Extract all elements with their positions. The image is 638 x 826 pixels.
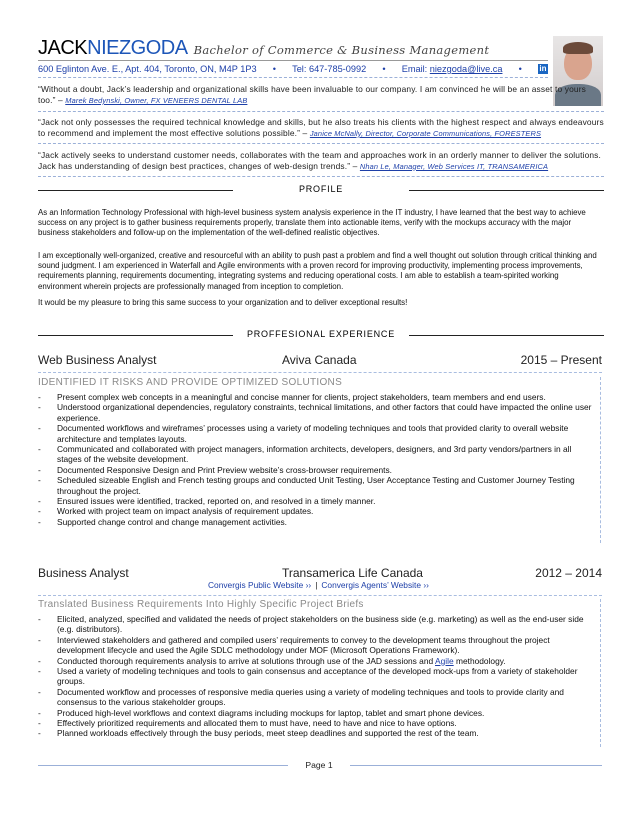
testimonial bbox=[38, 84, 604, 107]
link-separator: | bbox=[315, 580, 318, 590]
footer-rule-right bbox=[350, 765, 602, 766]
job-subtitle: Translated Business Requirements Into Highly Specific Project Briefs bbox=[38, 599, 364, 610]
testimonial-text: “Jack not only possesses the required technical knowledge and skills, but he also treats his clients with the highest respect and always endeavours to recommend and implement the most effective solutions possible.” bbox=[38, 117, 604, 138]
testimonial-author-link[interactable]: Marek Bedynski, Owner, FX VENEERS DENTAL LAB bbox=[65, 95, 248, 105]
list-item: - Documented Responsive Design and Print Preview website’s cross-browser requirements. bbox=[38, 465, 598, 475]
job-box-edge bbox=[600, 599, 601, 747]
testimonial bbox=[38, 117, 604, 140]
contact-bullet: • bbox=[382, 64, 386, 74]
profile-paragraph: As an Information Technology Professional with high-level business system analysis experience in the IT industry, I have learned that the best way to achieve success on any project is to gather business requirements properly, translate them into actionable items, verify with the mockups accuracy with the major business stakeholders and follow-up on the implementation of the well-defined realistic objectives. bbox=[38, 208, 586, 238]
agile-link[interactable]: Agile bbox=[435, 655, 454, 666]
list-item-text: Conducted thorough requirements analysis to arrive at solutions through use of the JAD sessions and bbox=[57, 655, 436, 666]
list-item: - Ensured issues were identified, tracked, reported on, and resolved in a timely manner. bbox=[38, 496, 598, 506]
testimonial-author-link[interactable]: Nhan Le, Manager, Web Services IT, TRANSAMERICA bbox=[359, 161, 549, 171]
job-subtitle: IDENTIFIED IT RISKS AND PROVIDE OPTIMIZED SOLUTIONS bbox=[38, 377, 343, 388]
heading-rule-left bbox=[38, 190, 233, 191]
name-divider bbox=[38, 60, 548, 61]
contact-divider bbox=[38, 77, 548, 78]
testimonial-text: “Jack actively seeks to understand customer needs, collaborates with the team and approaches work in an orderly manner to deliver the solutions. Jack has understanding of design best practices, changes of web-design trends.” bbox=[38, 150, 602, 171]
list-item: - Used a variety of modeling techniques and tools to gain consensus and acceptance of the developed mock-ups from a variety of stakeholder groups. bbox=[38, 666, 598, 687]
testimonial-divider bbox=[38, 143, 604, 144]
testimonial bbox=[38, 150, 604, 173]
testimonial-text: “Without a doubt, Jack’s leadership and organizational skills have been invaluable to our company. I am convinced he will be an asset to yours too.” bbox=[38, 84, 586, 105]
list-item bbox=[38, 656, 598, 666]
first-name: JACK bbox=[38, 37, 88, 59]
testimonial-divider bbox=[38, 111, 604, 112]
job-role: Business Analyst bbox=[38, 566, 129, 580]
email-link[interactable]: niezgoda@live.ca bbox=[429, 64, 503, 74]
job-links bbox=[208, 580, 429, 590]
telephone: Tel: 647-785-0992 bbox=[292, 64, 367, 74]
list-item: - Documented workflow and processes of responsive media queries using a variety of modeling techniques and tools to provide clarity and consensus to the various stakeholder groups. bbox=[38, 687, 598, 708]
job-bullet-list bbox=[38, 392, 598, 527]
agents-website-link[interactable]: Convergis Agents’ Website ›› bbox=[321, 580, 429, 590]
contact-line bbox=[38, 64, 548, 74]
list-item: - Worked with project team on impact analysis of requirement updates. bbox=[38, 506, 598, 516]
testimonial-dash: – bbox=[55, 94, 66, 105]
list-item: - Planned workloads effectively through the busy periods, meet steep deadlines and supported the rest of the team. bbox=[38, 728, 598, 738]
experience-heading bbox=[38, 329, 604, 343]
list-item: - Produced high-level workflows and context diagrams including mockups for laptop, tablet and smart phone devices. bbox=[38, 708, 598, 718]
testimonial-dash: – bbox=[300, 127, 310, 138]
list-item: - Documented workflows and wireframes’ processes using a variety of modeling techniques and tools that provided clarity to overall website architecture and templates layouts. bbox=[38, 423, 598, 444]
heading-rule-left bbox=[38, 335, 233, 336]
list-item: - Understood organizational dependencies, regulatory constraints, technical limitations, and other factors that could have impacted the online user experience. bbox=[38, 402, 598, 423]
job-box-edge bbox=[600, 377, 601, 543]
job-dates: 2012 – 2014 bbox=[535, 566, 602, 580]
name-heading bbox=[38, 37, 558, 61]
job-divider bbox=[38, 595, 602, 596]
contact-bullet: • bbox=[272, 64, 276, 74]
degree-title: Bachelor of Commerce & Business Management bbox=[193, 43, 490, 57]
email-block bbox=[402, 64, 503, 74]
job-company: Aviva Canada bbox=[282, 353, 357, 367]
job-header bbox=[38, 353, 602, 369]
heading-rule-right bbox=[409, 335, 604, 336]
list-item: - Effectively prioritized requirements and allocated them to must have, need to have and nice to have options. bbox=[38, 718, 598, 728]
testimonial-dash: – bbox=[350, 160, 360, 171]
list-item: - Communicated and collaborated with project managers, information architects, developers, designers, and 3rd party vendors/partners in all stages of the website development. bbox=[38, 444, 598, 465]
list-item-tail: methodology. bbox=[453, 655, 506, 666]
job-divider bbox=[38, 372, 602, 373]
profile-paragraph: It would be my pleasure to bring this same success to your organization and to deliver exceptional results! bbox=[38, 298, 408, 307]
linkedin-icon[interactable]: in bbox=[539, 64, 547, 73]
photo-hair bbox=[563, 42, 593, 54]
list-item: - Present complex web concepts in a meaningful and concise manner for clients, project stakeholders, team members and end users. bbox=[38, 392, 598, 402]
section-title: PROFFESIONAL EXPERIENCE bbox=[246, 329, 396, 339]
last-name: NIEZGODA bbox=[87, 37, 188, 59]
list-item: - Elicited, analyzed, specified and validated the needs of project stakeholders on the business side (e.g. marketing) as well as the end-user side (e.g. distributors). bbox=[38, 614, 598, 635]
job-dates: 2015 – Present bbox=[520, 353, 602, 367]
profile-paragraph: I am exceptionally well-organized, creative and resourceful with an ability to push past a problem and find a well thought out solution through critical thinking and sound judgment. I am experienced in Waterfall and Agile environments with a proven record for improving productivity, implementing process improvements, requirements planning, requirements documenting, integrating systems and reducing operational costs. I am able to establish a team-spirited working environment wherein projects are professionally managed from inception to completion. bbox=[38, 251, 597, 291]
testimonial-divider bbox=[38, 176, 604, 177]
job-company: Transamerica Life Canada bbox=[282, 566, 423, 580]
section-title: PROFILE bbox=[298, 184, 344, 194]
job-bullet-list bbox=[38, 614, 598, 739]
heading-rule-right bbox=[409, 190, 604, 191]
footer-rule-left bbox=[38, 765, 288, 766]
testimonial-author-link[interactable]: Janice McNally, Director, Corporate Communications, FORESTERS bbox=[309, 128, 542, 138]
job-role: Web Business Analyst bbox=[38, 353, 157, 367]
public-website-link[interactable]: Convergis Public Website ›› bbox=[208, 580, 312, 590]
list-item: - Interviewed stakeholders and gathered and compiled users’ requirements to convey to the development teams throughout the project development lifecycle and used the Agile SDLC methodology under MOF (Microsoft Operations Framework). bbox=[38, 635, 598, 656]
list-item: - Scheduled sizeable English and French testing groups and conducted Unit Testing, User Acceptance Testing and Customer Journey Testing throughout the project. bbox=[38, 475, 598, 496]
email-label: Email: bbox=[401, 64, 430, 74]
contact-bullet: • bbox=[518, 64, 522, 74]
profile-heading bbox=[38, 184, 604, 198]
page-number: Page 1 bbox=[305, 760, 333, 770]
list-item: - Supported change control and change management activities. bbox=[38, 517, 598, 527]
address: 600 Eglinton Ave. E., Apt. 404, Toronto, ON, M4P 1P3 bbox=[38, 64, 257, 74]
